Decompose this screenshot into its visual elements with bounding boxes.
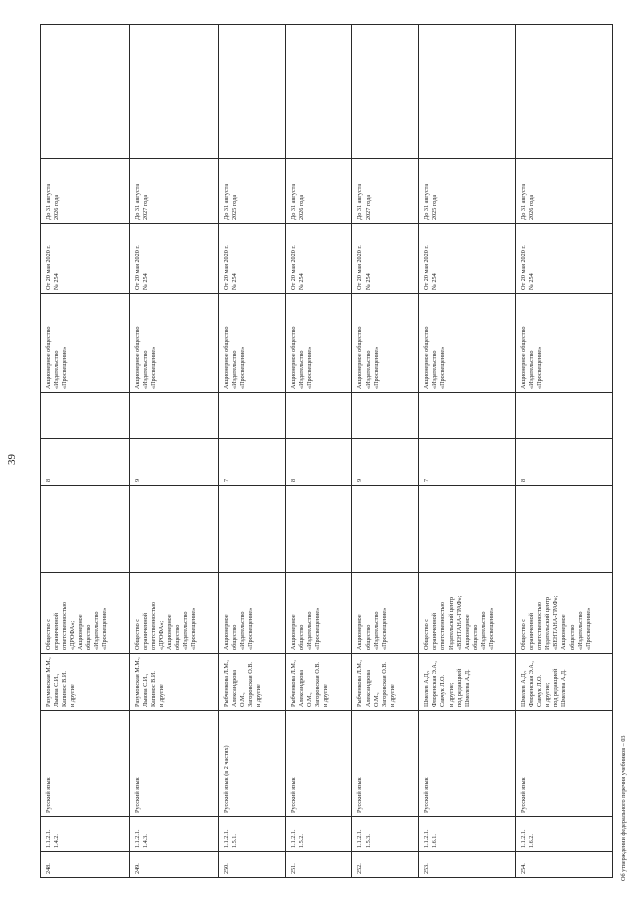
subject-cell: Русский язык	[419, 711, 516, 817]
row-number-cell: 254.	[516, 852, 613, 878]
empty-cell	[516, 25, 613, 159]
rights-holder-cell: Акционерное общество «Издательство «Просвещение»	[352, 294, 419, 393]
order-date-cell: От 20 мая 2020 г. № 254	[352, 224, 419, 294]
table-row	[129, 25, 218, 878]
empty-cell	[419, 486, 516, 573]
empty-cell	[285, 25, 352, 159]
empty-cell	[285, 486, 352, 573]
row-number-cell: 250.	[218, 852, 285, 878]
order-date-cell: От 20 мая 2020 г. № 254	[516, 224, 613, 294]
item-code-cell: 1.1.2.1. 1.4.3.	[129, 817, 218, 852]
publisher-cell: Общество с ограниченной ответственностью «ДРОФА»; Акционерное общество «Издательство «Просвещение»	[41, 573, 130, 654]
row-number-cell: 248.	[41, 852, 130, 878]
rights-holder-cell: Акционерное общество «Издательство «Просвещение»	[419, 294, 516, 393]
grade-cell: 8	[285, 439, 352, 486]
grade-cell: 9	[129, 439, 218, 486]
publisher-cell: Акционерное общество «Издательство «Просвещение»	[218, 573, 285, 654]
table-row	[285, 25, 352, 878]
authors-cell: Рыбченкова Л.М., Александрова О.М., Загоровская О.В. и другие	[218, 654, 285, 711]
item-code-cell: 1.1.2.1. 1.5.1.	[218, 817, 285, 852]
grade-cell: 8	[41, 439, 130, 486]
empty-cell	[218, 393, 285, 439]
order-date-cell: От 20 мая 2020 г. № 254	[285, 224, 352, 294]
empty-cell	[41, 25, 130, 159]
order-date-cell: От 20 мая 2020 г. № 254	[419, 224, 516, 294]
row-number-cell: 252.	[352, 852, 419, 878]
item-code-cell: 1.1.2.1. 1.6.2.	[516, 817, 613, 852]
grade-cell: 9	[352, 439, 419, 486]
empty-cell	[218, 25, 285, 159]
authors-cell: Разумовская М.М., Львова С.И., Капинос В.И. и другие	[129, 654, 218, 711]
page-number: 39	[6, 454, 18, 465]
rights-holder-cell: Акционерное общество «Издательство «Просвещение»	[129, 294, 218, 393]
order-date-cell: От 20 мая 2020 г. № 254	[41, 224, 130, 294]
publisher-cell: Акционерное общество «Издательство «Просвещение»	[285, 573, 352, 654]
empty-cell	[129, 25, 218, 159]
subject-cell: Русский язык	[129, 711, 218, 817]
subject-cell: Русский язык	[516, 711, 613, 817]
validity-deadline-cell: До 31 августа 2027 года	[129, 159, 218, 224]
empty-cell	[285, 393, 352, 439]
authors-cell: Рыбченкова Л.М., Александрова О.М., Загоровская О.В. и другие	[285, 654, 352, 711]
validity-deadline-cell: До 31 августа 2025 года	[218, 159, 285, 224]
order-date-cell: От 20 мая 2020 г. № 254	[129, 224, 218, 294]
publisher-cell: Акционерное общество «Издательство «Просвещение»	[352, 573, 419, 654]
table-row	[218, 25, 285, 878]
table-row	[41, 25, 130, 878]
rights-holder-cell: Акционерное общество «Издательство «Просвещение»	[218, 294, 285, 393]
item-code-cell: 1.1.2.1. 1.5.2.	[285, 817, 352, 852]
empty-cell	[129, 486, 218, 573]
table-body	[41, 25, 613, 878]
empty-cell	[41, 486, 130, 573]
validity-deadline-cell: До 31 августа 2025 года	[419, 159, 516, 224]
order-date-cell: От 20 мая 2020 г. № 254	[218, 224, 285, 294]
row-number-cell: 251.	[285, 852, 352, 878]
table-row	[516, 25, 613, 878]
document-footnote: Об утверждении федерального перечня учебников – 03	[620, 735, 627, 881]
validity-deadline-cell: До 31 августа 2026 года	[516, 159, 613, 224]
validity-deadline-cell: До 31 августа 2027 года	[352, 159, 419, 224]
row-number-cell: 249.	[129, 852, 218, 878]
subject-cell: Русский язык (в 2 частях)	[218, 711, 285, 817]
empty-cell	[419, 25, 516, 159]
empty-cell	[516, 486, 613, 573]
empty-cell	[41, 393, 130, 439]
grade-cell: 7	[218, 439, 285, 486]
table-row	[352, 25, 419, 878]
rights-holder-cell: Акционерное общество «Издательство «Просвещение»	[285, 294, 352, 393]
authors-cell: Рыбченкова Л.М., Александрова О.М., Загоровская О.В. и другие	[352, 654, 419, 711]
empty-cell	[129, 393, 218, 439]
rights-holder-cell: Акционерное общество «Издательство «Просвещение»	[41, 294, 130, 393]
empty-cell	[352, 25, 419, 159]
subject-cell: Русский язык	[41, 711, 130, 817]
empty-cell	[352, 393, 419, 439]
publisher-cell: Общество с ограниченной ответственностью Издательский центр «ВЕНТАНА-ГРАФ»; Акционерное общество «Издательство «Просвещение»	[419, 573, 516, 654]
empty-cell	[352, 486, 419, 573]
authors-cell: Разумовская М.М., Львова С.И., Капинос В.И. и другие	[41, 654, 130, 711]
empty-cell	[419, 393, 516, 439]
row-number-cell: 253.	[419, 852, 516, 878]
validity-deadline-cell: До 31 августа 2026 года	[285, 159, 352, 224]
publisher-cell: Общество с ограниченной ответственностью «ДРОФА»; Акционерное общество «Издательство «Просвещение»	[129, 573, 218, 654]
table-row	[419, 25, 516, 878]
item-code-cell: 1.1.2.1. 1.4.2.	[41, 817, 130, 852]
authors-cell: Шмелев А.Д., Флоренская Э.А., Савчук Л.О. и другие; под редакцией Шмелева А.Д.	[419, 654, 516, 711]
grade-cell: 7	[419, 439, 516, 486]
empty-cell	[516, 393, 613, 439]
rights-holder-cell: Акционерное общество «Издательство «Просвещение»	[516, 294, 613, 393]
validity-deadline-cell: До 31 августа 2026 года	[41, 159, 130, 224]
subject-cell: Русский язык	[352, 711, 419, 817]
authors-cell: Шмелев А.Д., Флоренская Э.А., Савчук Л.О. и другие; под редакцией Шмелева А.Д.	[516, 654, 613, 711]
item-code-cell: 1.1.2.1. 1.5.3.	[352, 817, 419, 852]
textbook-registry-table	[40, 24, 613, 878]
subject-cell: Русский язык	[285, 711, 352, 817]
grade-cell: 8	[516, 439, 613, 486]
item-code-cell: 1.1.2.1. 1.6.1.	[419, 817, 516, 852]
empty-cell	[218, 486, 285, 573]
publisher-cell: Общество с ограниченной ответственностью Издательский центр «ВЕНТАНА-ГРАФ»; Акционерное общество «Издательство «Просвещение»	[516, 573, 613, 654]
